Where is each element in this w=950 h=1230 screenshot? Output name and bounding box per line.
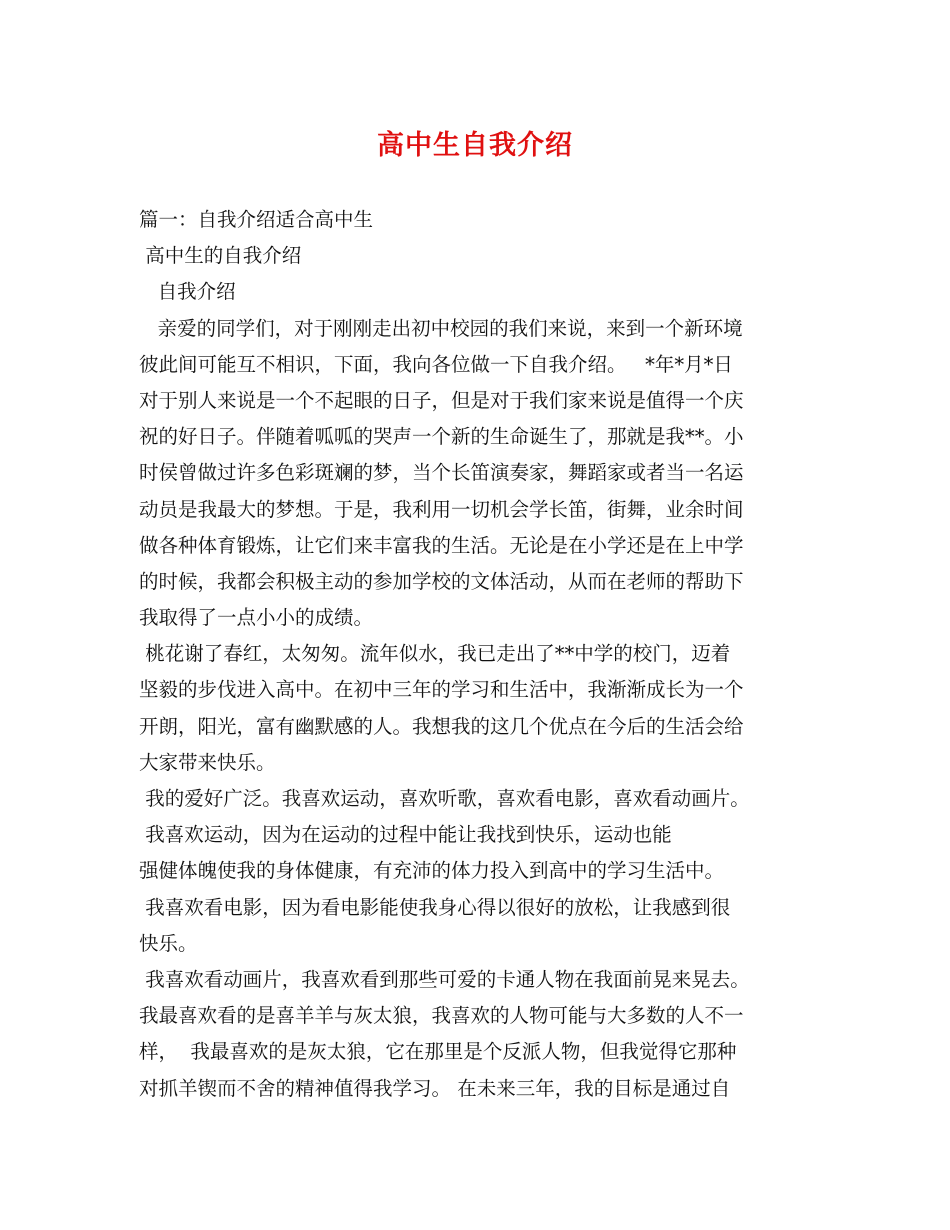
text-line: 时侯曾做过许多色彩斑斓的梦，当个长笛演奏家，舞蹈家或者当一名运: [139, 461, 744, 485]
text-line: 彼此间可能互不相识，下面，我向各位做一下自我介绍。 *年*月*日: [139, 352, 733, 376]
text-line: 坚毅的步伐进入高中。在初中三年的学习和生活中，我渐渐成长为一个: [139, 678, 744, 702]
document-title: 高中生自我介绍: [377, 130, 573, 161]
text-line: 对抓羊锲而不舍的精神值得我学习。 在未来三年，我的目标是通过自: [139, 1076, 731, 1100]
text-line: 我喜欢看电影，因为看电影能使我身心得以很好的放松，让我感到很: [139, 895, 731, 919]
document-body: [139, 202, 839, 1107]
text-line: 快乐。: [139, 931, 198, 955]
text-line: 我的爱好广泛。我喜欢运动，喜欢听歌，喜欢看电影，喜欢看动画片。: [139, 787, 750, 810]
text-line: 高中生的自我介绍: [139, 244, 302, 268]
text-line: 我喜欢运动，因为在运动的过程中能让我找到快乐，运动也能: [139, 823, 672, 847]
text-line: 样， 我最喜欢的是灰太狼，它在那里是个反派人物，但我觉得它那种: [139, 1040, 737, 1064]
text-line: 祝的好日子。伴随着呱呱的哭声一个新的生命诞生了，那就是我**。小: [139, 425, 744, 449]
text-line: 动员是我最大的梦想。于是，我利用一切机会学长笛，街舞，业余时间: [139, 497, 744, 521]
text-line: 开朗，阳光，富有幽默感的人。我想我的这几个优点在今后的生活会给: [139, 714, 744, 738]
text-line: 大家带来快乐。: [139, 750, 276, 774]
text-line: 我最喜欢看的是喜羊羊与灰太狼，我喜欢的人物可能与大多数的人不一: [139, 1004, 744, 1028]
text-line: 我取得了一点小小的成绩。: [139, 606, 374, 630]
text-line: 做各种体育锻炼，让它们来丰富我的生活。无论是在小学还是在上中学: [139, 533, 744, 557]
text-line: 自我介绍: [139, 280, 236, 304]
text-line: 对于别人来说是一个不起眼的日子，但是对于我们家来说是值得一个庆: [139, 388, 744, 412]
text-line: 我喜欢看动画片，我喜欢看到那些可爱的卡通人物在我面前晃来晃去。: [139, 967, 750, 991]
text-line: 篇一：自我介绍适合高中生: [139, 208, 374, 231]
text-line: 桃花谢了春红，太匆匆。流年似水，我已走出了**中学的校门，迈着: [139, 642, 731, 666]
text-line: 亲爱的同学们，对于刚刚走出初中校园的我们来说，来到一个新环境: [139, 316, 743, 340]
text-line: 强健体魄使我的身体健康，有充沛的体力投入到高中的学习生活中。: [139, 859, 725, 883]
text-line: 的时候，我都会积极主动的参加学校的文体活动，从而在老师的帮助下: [139, 569, 744, 593]
